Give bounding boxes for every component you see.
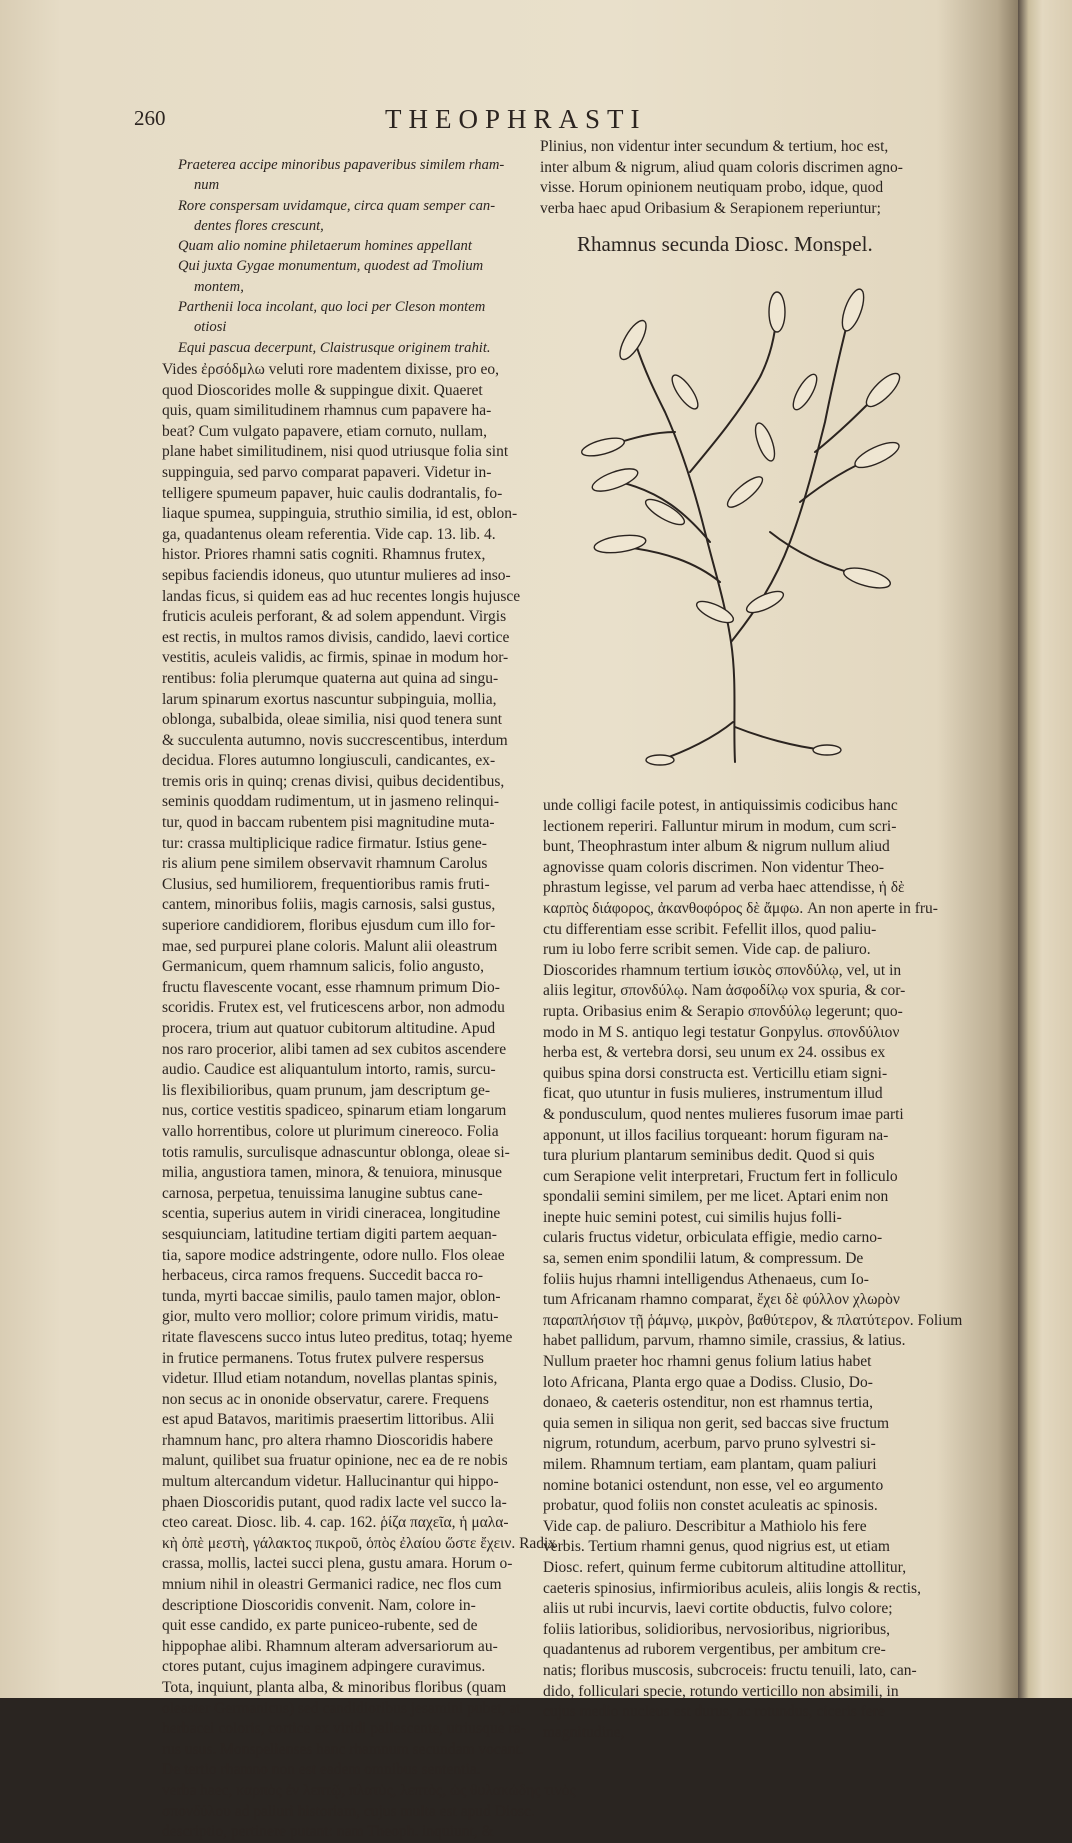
right-column-bottom-text	[543, 796, 963, 1743]
text-line: milem. Rhamnum tertiam, eam plantam, quam paliuri	[543, 1456, 877, 1473]
text-line: quit esse candido, ex parte puniceo-rubente, sed de	[162, 1617, 478, 1635]
text-line: scentia, superius autem in viridi cineracea, longitudine	[162, 1205, 501, 1223]
text-line: vallo horrentibus, colore ut plurimum cinereoco. Folia	[162, 1122, 499, 1140]
text-line: oleaster Germanicus) sed candidioribus jesamini pubet, at	[162, 1699, 521, 1717]
text-line: inepte huic semini potest, cui similis hujus folli-	[543, 1208, 842, 1226]
text-line: herba est, & vertebra dorsi, seu unum ex 24. ossibus ex	[543, 1044, 886, 1062]
page-header	[0, 104, 1018, 134]
text-line: malunt, quilibet sua fruatur opinione, nec ea de re nobis	[162, 1452, 508, 1470]
text-line: carnosa, perpetua, tenuissima lanugine subtus cane-	[162, 1184, 483, 1202]
text-line: ga, quadantenus oleam referentia. Vide cap. 13. lib. 4.	[162, 525, 496, 543]
verse-line: Parthenii loca incolant, quo loci per Cleson montem	[178, 299, 486, 316]
figure-caption: Rhamnus secunda Diosc. Monspel.	[577, 232, 873, 256]
text-line: spondalii semini similem, per me licet. Aptari enim non	[543, 1188, 889, 1206]
text-line: gior, multo vero mollior; colore primum viridis, matu-	[162, 1308, 499, 1326]
text-line: lis flexibilioribus, quam prunum, jam descriptum ge-	[162, 1081, 491, 1099]
verse-line: num	[194, 177, 220, 194]
text-line: rupta. Oribasius enim & Serapio σπονδύλῳ legerunt; quo-	[543, 1002, 903, 1020]
text-line: sesquiunciam, latitudine tertiam digiti partem aequan-	[162, 1225, 497, 1243]
verse-line: otiosi	[194, 319, 227, 336]
text-line: superiore candidiorem, floribus ejusdum cum illo for-	[162, 917, 496, 935]
text-line: scoridis. Frutex est, vel fruticescens arbor, non admodu	[162, 999, 505, 1017]
text-line: descriptio, pertinere putant: nam Theoph. inquiunt, &	[162, 1823, 494, 1841]
text-line: & succulenta autumno, novis succrescentibus, interdum	[162, 731, 508, 749]
text-line: fruticis aculeis perforant, & ad solem appendunt. Virgis	[162, 608, 507, 626]
text-line: παραπλήσιον τῇ ῥάμνῳ, μικρὸν, βαθύτερον, & πλατύτερον. Folium	[543, 1311, 963, 1329]
text-line: milia, angustiora tamen, minora, & tenuiora, minusque	[162, 1164, 503, 1182]
text-line: telligere spumeum papaver, huic caulis dodrantalis, fo-	[162, 484, 503, 502]
text-line: seminis quoddam rudimentum, ut in jasmeno relinqui-	[162, 793, 500, 811]
text-line: apponunt, ut illos facilius torqueant: horum figuram na-	[543, 1126, 889, 1144]
text-line: Vides ἐρσόδμλω veluti rore madentem dixisse, pro eo,	[162, 361, 499, 378]
text-line: ctores putant, cujus imaginem adpingere curavimus.	[162, 1658, 486, 1676]
text-line: cularis fructus videtur, orbiculata effigie, medio carno-	[543, 1229, 883, 1247]
text-line: ficat, quo utuntur in fusis mulieres, instrumentum illud	[543, 1085, 883, 1103]
text-line: dido, folliculari specie, rotundo verticillo non absimili, in	[543, 1682, 899, 1700]
text-line: suppinguia, sed parvo comparat papaveri. Videtur in-	[162, 463, 492, 481]
text-line: beat? Cum vulgato papavere, etiam cornuto, nullam,	[162, 422, 487, 440]
text-line: tura plurium plantarum seminibus dedit. Quod si quis	[543, 1147, 875, 1165]
text-line: fructu flavescente vocant, esse rhamnum primum Dio-	[162, 978, 500, 996]
plant-woodcut-illustration	[565, 282, 905, 772]
text-line: natis; floribus muscosis, subcroceis: fructu tenuili, lato, can-	[543, 1661, 917, 1679]
text-line: audio. Caudice est aliquantulum intorto, ramis, surcu-	[162, 1061, 496, 1079]
text-line: Tota, inquiunt, planta alba, & minoribus floribus (quam	[162, 1679, 507, 1696]
verse-quotation	[178, 155, 528, 358]
text-line: crassa, mollis, lactei succi plena, gustu amara. Horum o-	[162, 1555, 513, 1573]
text-line: sepibus faciendis idoneus, quo utuntur mulieres ad inso-	[162, 566, 511, 584]
text-line: σπονδύλου ad paliuri historiam, cujus multa est apud Diosc.	[162, 1802, 535, 1820]
text-line: nos raro procerior, alibi tamen ad sex cubitos ascendere	[162, 1040, 507, 1058]
text-line: tum Africanam rhamno comparat, ἔχει δὲ φύλλον χλωρὸν	[543, 1291, 900, 1309]
text-line: aliis legitur, σπονδύλῳ. Nam ἀσφοδίλῳ vox spuria, & cor-	[543, 982, 906, 1000]
text-line: Nullum praeter hoc rhamni genus folium latius habet	[543, 1353, 872, 1371]
left-column-text	[162, 360, 576, 1843]
text-line: plane habet similitudinem, nisi quod utriusque folia sint	[162, 443, 509, 461]
text-line: Diosc. refert, quinum ferme cubitorum altitudine attollitur,	[543, 1558, 907, 1576]
text-line: tur: crassa multiplicique radice firmatur. Istius gene-	[162, 834, 487, 852]
text-line: habet pallidum, parvum, rhamno simile, crassius, & latius.	[543, 1332, 906, 1350]
text-line: foliis hujus rhamni intelligendus Athenaeus, cum Io-	[543, 1270, 869, 1288]
text-line: cujus medio nucleus est durus, ac rotundus, ciceris fere	[543, 1703, 885, 1721]
text-line: foliis latioribus, solidioribus, nervosioribus, nigrioribus,	[543, 1620, 891, 1638]
verse-line: Praeterea accipe minoribus papaveribus similem rham-	[178, 157, 505, 173]
text-line: nigrum, rotundum, acerbum, parvo pruno sylvestri si-	[543, 1435, 876, 1453]
text-line: vestitis, aculeis validis, ac firmis, spinae in modum hor-	[162, 649, 509, 667]
text-line: verba haec apud Oribasium & Serapionem reperiuntur;	[540, 199, 881, 217]
text-line: Plinius, non videntur inter secundum & tertium, hoc est,	[540, 138, 889, 155]
text-line: donaeo, & caeteris ostenditur, non est rhamnus tertia,	[543, 1394, 873, 1412]
text-line: modo in M S. antiquo legi testatur Gonpylus. σπονδύλιον	[543, 1023, 900, 1041]
text-line: probatur, quod foliis non constet aculeatis ac spinosis.	[543, 1497, 878, 1515]
text-line: Clusius, sed humiliorem, frequentioribus ramis fruti-	[162, 875, 490, 893]
verse-line: montem,	[194, 278, 244, 295]
text-line: tremis oris in quinq; crenas divisi, quibus decidentibus,	[162, 772, 505, 790]
text-line: ris alium pene similem observavit rhamnum Carolus	[162, 855, 488, 873]
text-line: agnovisse quam coloris discrimen. Non videntur Theo-	[543, 858, 885, 876]
text-line: Germanicum, quem rhamnum salicis, folio angusto,	[162, 958, 484, 976]
text-line: phaen Dioscoridis putant, quod radix lacte vel succo la-	[162, 1493, 507, 1511]
text-line: quia semen in siliqua non gerit, sed baccas sive fructum	[543, 1414, 890, 1432]
text-line: loto Africana, Planta ergo quae a Dodiss. Clusio, Do-	[543, 1373, 873, 1391]
text-line: rum iu lobo ferre scribit semen. Vide cap. de paliuro.	[543, 941, 871, 959]
text-line: verba haec, καρπὸς ἐν λεπτῷ, πλατὺς, λεπτὸς, ὡς θυλακώδης τινὸς	[162, 1781, 576, 1799]
text-line: mae, sed purpurei plane coloris. Malunt alii oleastrum	[162, 937, 498, 955]
text-line: quadantenus ad ruborem vergentibus, per ambitum cre-	[543, 1641, 886, 1659]
text-line: aliis ut rubi incurvis, laevi cortite obductis, fulvo colore;	[543, 1600, 893, 1618]
text-line: caeteris spinosius, infirmioribus aculeis, aliis longis & rectis,	[543, 1579, 921, 1597]
text-line: καρπὸς διάφορος, ἀκανθοφόρος δὲ ἄμφω. An non aperte in fru-	[543, 899, 938, 917]
right-column-top-text	[540, 137, 916, 219]
text-line: tia, sapore modice adstringente, odore nullo. Flos oleae	[162, 1246, 505, 1264]
text-line: visse. Horum opinionem neutiquam probo, idque, quod	[540, 179, 884, 197]
text-line: quis, quam similitudinem rhamnus cum papavere ha-	[162, 402, 492, 420]
text-line: landas ficus, si quidem eas ad huc recentes longis hujusce	[162, 587, 521, 605]
text-line: & pondusculum, quod nentes mulieres fusorum imae parti	[543, 1105, 904, 1123]
text-line: κὴ ὀπὲ μεστὴ, γάλακτος πικροῦ, ὁπὸς ἐλαίου ὥστε ἔχειν. Radix	[162, 1534, 557, 1552]
text-line: ritate flavescens succo intus luteo preditus, totaq; hyeme	[162, 1328, 513, 1346]
text-line: De tertio rhamno non est eadem omnibus sententia.	[162, 1761, 481, 1779]
running-title: THEOPHRASTI	[385, 104, 647, 134]
text-line: liaque spumea, suppinguia, struthio similia, id est, oblon-	[162, 505, 518, 523]
text-line: decidua. Flores autumno longiusculi, candicantes, ex-	[162, 752, 496, 770]
text-line: videtur. Illud etiam notandum, novellas plantas spinis,	[162, 1370, 498, 1388]
text-line: nomine botanici ostendunt, non esse, vel eo argumento	[543, 1476, 884, 1494]
text-line: verbis. Tertium rhamni genus, quod nigrius est, ut etiam	[543, 1538, 890, 1556]
text-line: in frutice permanens. Totus frutex pulvere respersus	[162, 1349, 484, 1367]
text-line: descriptione Dioscoridis convenit. Nam, colore in-	[162, 1596, 476, 1614]
text-line: sa, semen enim spondilii latum, & compressum. De	[543, 1250, 864, 1268]
text-line: unde colligi facile potest, in antiquissimis codicibus hanc	[543, 797, 898, 814]
text-line: quibus spina dorsi constructa est. Verticillu etiam signi-	[543, 1064, 888, 1082]
text-line: nus, cortice vestitis spadiceo, spinarum etiam longarum	[162, 1102, 507, 1120]
verse-line: Equi pascua decerpunt, Claistrusque originem trahit.	[178, 339, 491, 356]
text-line: lectionem reperiri. Falluntur mirum in modum, cum scri-	[543, 817, 897, 835]
page-number: 260	[134, 106, 166, 130]
text-line: ctu differentiam esse scribit. Fefellit illos, quod paliu-	[543, 920, 877, 938]
text-line: Dioscorides rhamnum tertium ἰσικὸς σπονδύλῳ, vel, ut in	[543, 961, 902, 979]
text-line: bunt, Theophrastum inter album & nigrum nullum aliud	[543, 838, 890, 856]
text-line: multum altercandum videtur. Hallucinantur qui hippo-	[162, 1473, 499, 1491]
text-line: cantem, minoribus foliis, magis carnosis, salsi gustus,	[162, 896, 496, 914]
text-line: rentibus: folia plerumque quaterna aut quina ad singu-	[162, 669, 499, 687]
text-line: mnium nihil in oleastri Germanici radice, nec flos cum	[162, 1576, 502, 1594]
text-line: est apud Batavos, maritimis praesertim littoribus. Alii	[162, 1411, 495, 1429]
verse-line: Rore conspersam uvidamque, circa quam semper can-	[178, 197, 496, 214]
text-line: rhamnum hanc, pro altera rhamno Dioscoridis habere	[162, 1431, 493, 1449]
verse-line: dentes flores crescunt,	[194, 217, 324, 234]
text-line: histor. Priores rhamni satis cogniti. Rhamnus frutex,	[162, 546, 486, 564]
text-line: hippophae alibi. Rhamnum alteram adversariorum au-	[162, 1637, 498, 1655]
text-line: rus usus. Monspelienses hanc rhamnum secundam vocant.	[162, 1740, 524, 1758]
text-line: tur, quod in baccam rubentem pisi magnitudine muta-	[162, 814, 495, 832]
text-line: phrastum legisse, vel parum ad verba haec attendisse, ἡ δὲ	[543, 879, 905, 897]
text-line: quod Dioscorides molle & suppingue dixit. Quaeret	[162, 381, 483, 399]
verse-line: Quam alio nomine philetaerum homines appellant	[178, 238, 472, 255]
text-line: tunda, myrti baccae similis, paulo tamen major, oblon-	[162, 1287, 501, 1305]
text-line: non secus ac in ononide observatur, carere. Frequens	[162, 1390, 489, 1408]
text-line: est rectis, in multos ramos divisis, candido, laevi cortice	[162, 628, 510, 646]
text-line: totis ramulis, surculisque adnascuntur oblonga, oleae si-	[162, 1143, 510, 1161]
text-line: herbaceus, circa ramos frequens. Succedit bacca ro-	[162, 1267, 484, 1285]
text-line: magnitudine,	[543, 1723, 625, 1741]
text-line: cteo careat. Diosc. lib. 4. cap. 162. ῥίζα παχεῖα, ἡ μαλα-	[162, 1514, 509, 1532]
next-page-edge	[1018, 0, 1072, 1698]
text-line: Vide cap. de paliuro. Describitur a Mathiolo his fere	[543, 1517, 867, 1535]
text-line: oblonga, subalbida, oleae similia, nisi quod tenera sunt	[162, 711, 503, 729]
text-line: herbacei coloris, cortice ex viridi pallescente, utriusque ra-	[162, 1720, 526, 1738]
text-line: procera, trium aut quatuor cubitorum altitudine. Apud	[162, 1020, 496, 1037]
text-line: inter album & nigrum, aliud quam coloris discrimen agno-	[540, 158, 903, 176]
text-line: larum spinarum exortus nascuntur subpinguia, mollia,	[162, 690, 497, 708]
verse-line: Qui juxta Gygae monumentum, quodest ad Tmolium	[178, 258, 484, 275]
text-line: cum Serapione velit interpretari, Fructum fert in folliculo	[543, 1167, 898, 1185]
